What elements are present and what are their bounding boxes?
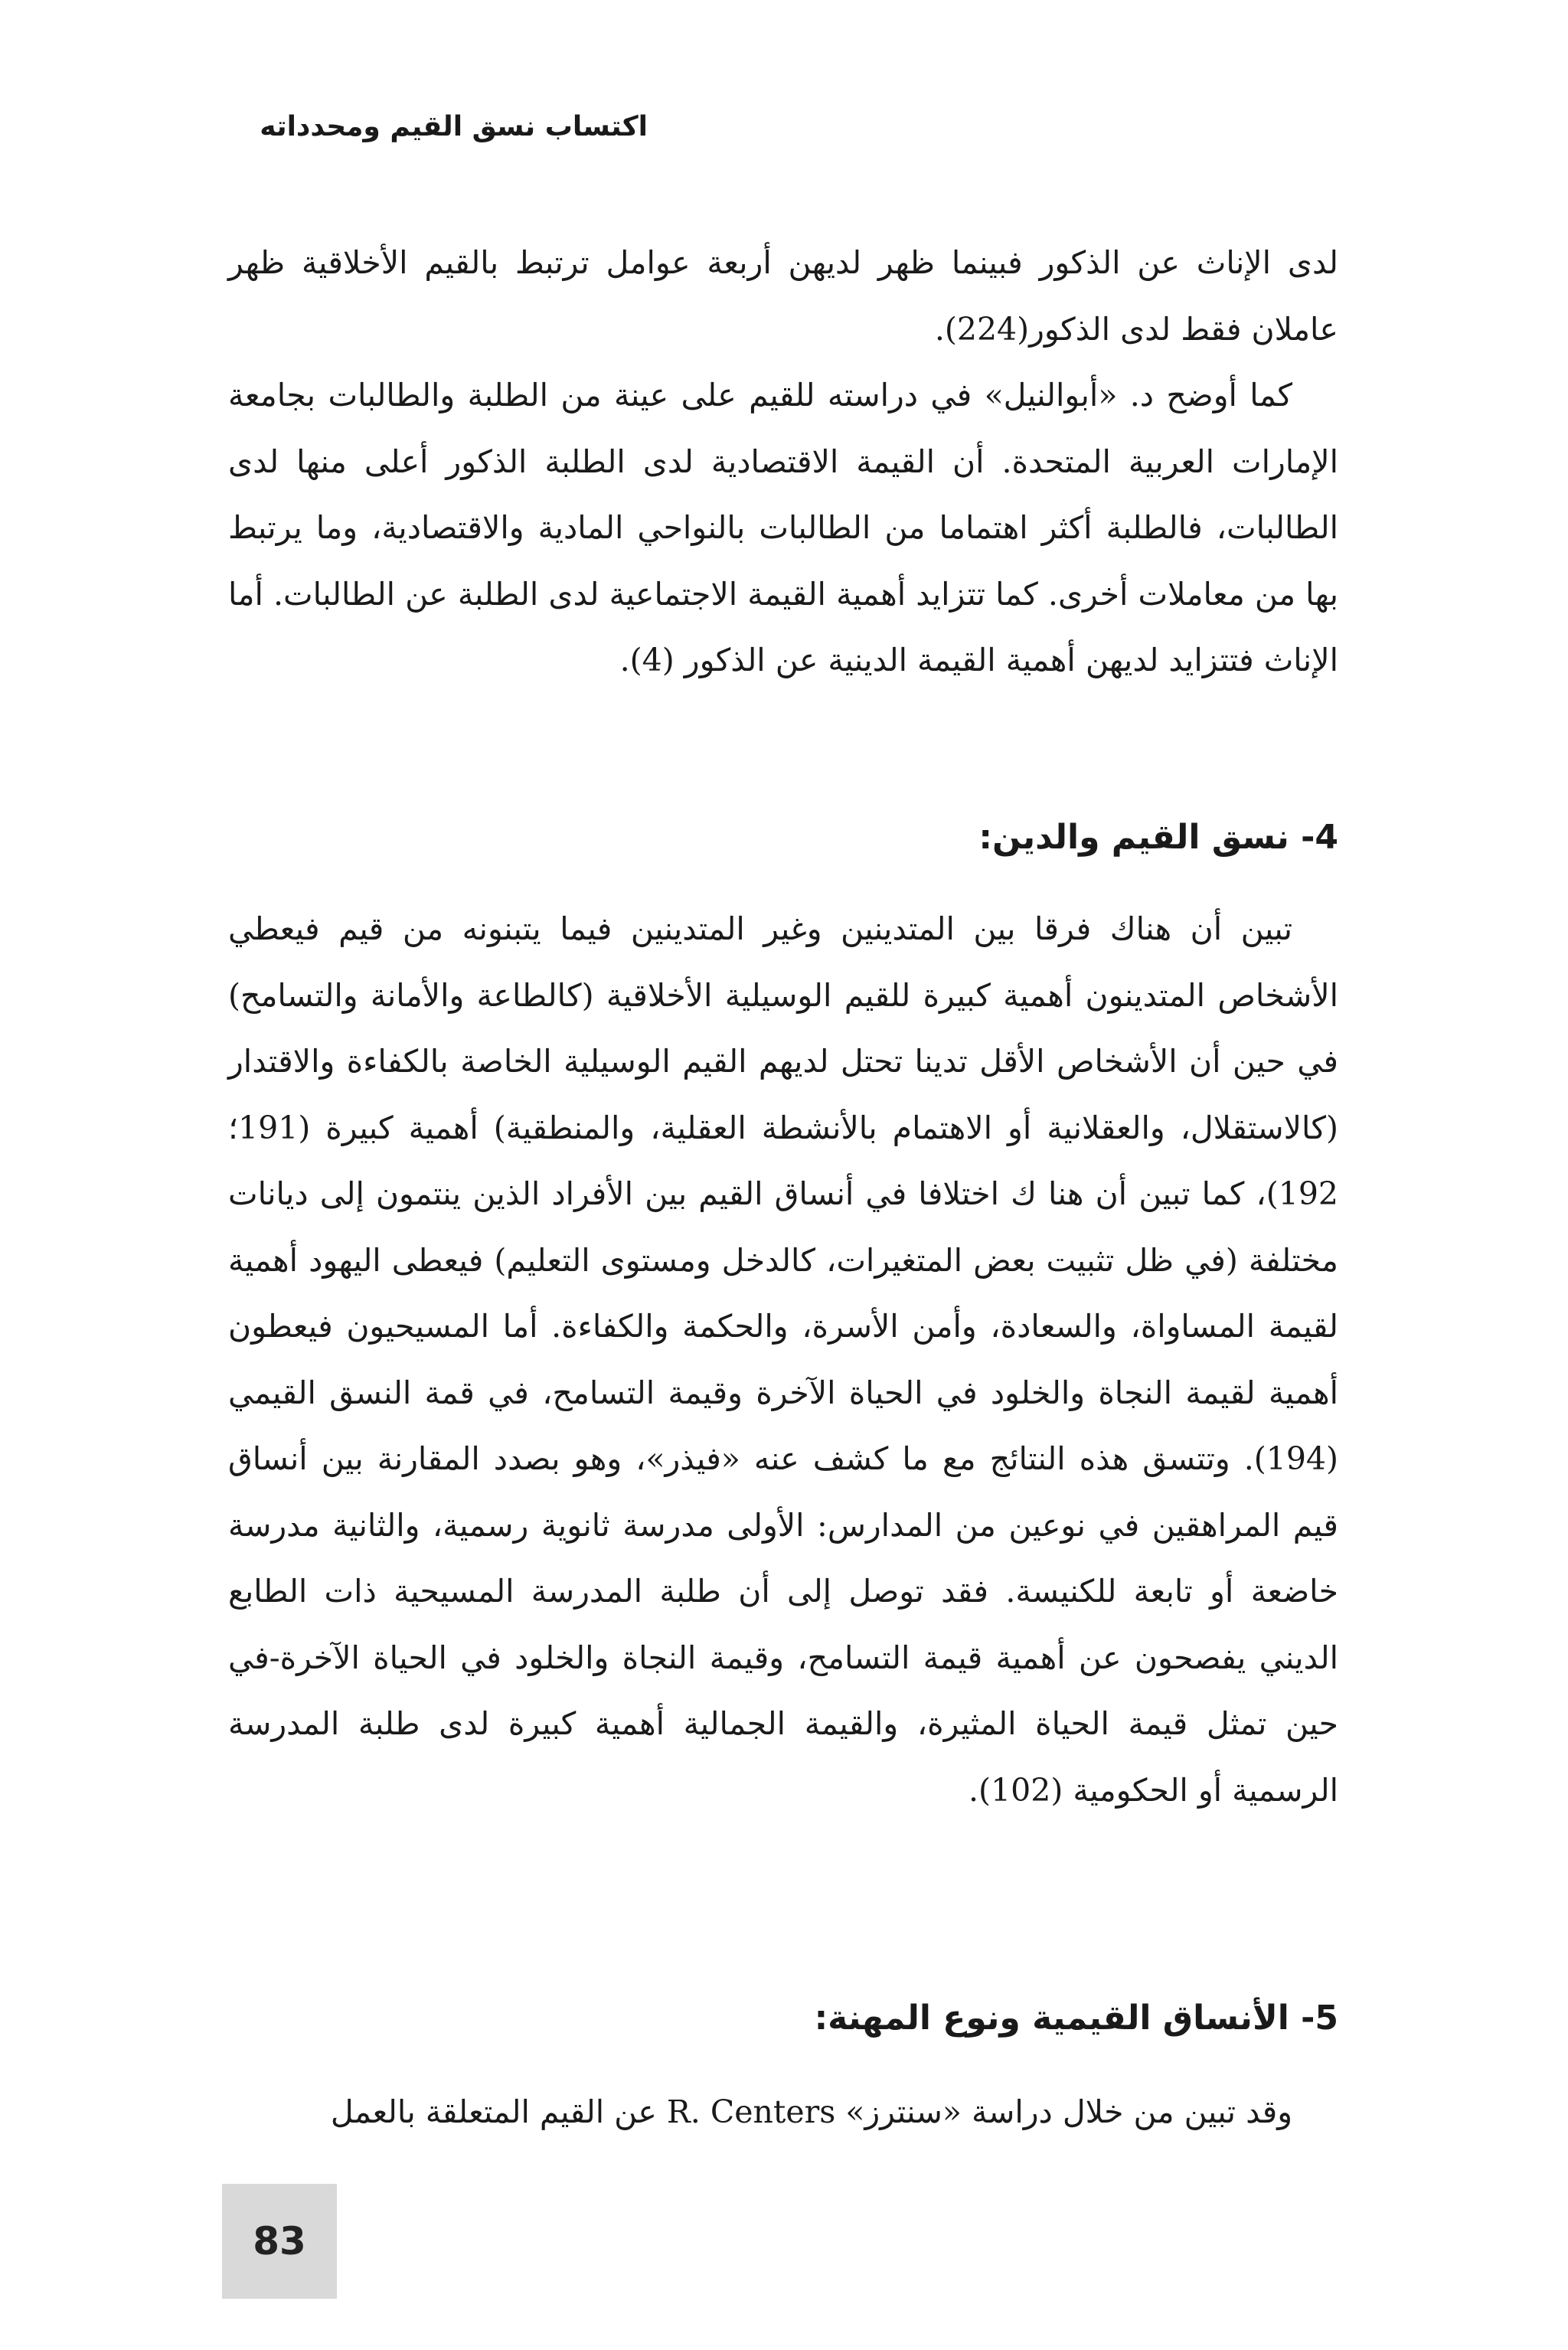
- running-header-title: اكتساب نسق القيم ومحدداته: [260, 111, 648, 142]
- religion-text-block: [228, 896, 1338, 1823]
- body-paragraph: كما أوضح د. «أبوالنيل» في دراسته للقيم على عينة من الطلبة والطالبات بجامعة الإمارات العربية المتحدة. أن القيمة الاقتصادية لدى الطلبة الذكور أعلى منها لدى الطالبات، فالطلبة أكثر اهتماما من الطالبات بالنواحي المادية والاقتصادية، وما يرتبط بها من معاملات أخرى. كما تتزايد أهمية القيمة الاجتماعية لدى الطلبة عن الطالبات. أما الإناث فتتزايد لديهن أهمية القيمة الدينية عن الذكور (4).: [228, 377, 1338, 678]
- page-number: 83: [253, 2219, 306, 2263]
- section-heading-religion: 4- نسق القيم والدين:: [978, 818, 1338, 857]
- section-heading-occupation: 5- الأنساق القيمية ونوع المهنة:: [814, 1999, 1338, 2038]
- intro-text-block: [228, 230, 1338, 694]
- body-paragraph: وقد تبين من خلال دراسة «سنترز» R. Centers عن القيم المتعلقة بالعمل: [330, 2093, 1292, 2130]
- body-paragraph: تبين أن هناك فرقا بين المتدينين وغير المتدينين فيما يتبنونه من قيم فيعطي الأشخاص المتدينون أهمية كبيرة للقيم الوسيلية الأخلاقية (كالطاعة والأمانة والتسامح) في حين أن الأشخاص الأقل تدينا تحتل لديهم القيم الوسيلية الخاصة بالكفاءة والاقتدار (كالاستقلال، والعقلانية أو الاهتمام بالأنشطة العقلية، والمنطقية) أهمية كبيرة (191؛ 192)، كما تبين أن هنا ك اختلافا في أنساق القيم بين الأفراد الذين ينتمون إلى ديانات مختلفة (في ظل تثبيت بعض المتغيرات، كالدخل ومستوى التعليم) فيعطى اليهود أهمية لقيمة المساواة، والسعادة، وأمن الأسرة، والحكمة والكفاءة. أما المسيحيون فيعطون أهمية لقيمة النجاة والخلود في الحياة الآخرة وقيمة التسامح، في قمة النسق القيمي (194). وتتسق هذه النتائج مع ما كشف عنه «فيذر»، وهو بصدد المقارنة بين أنساق قيم المراهقين في نوعين من المدارس: الأولى مدرسة ثانوية رسمية، والثانية مدرسة خاضعة أو تابعة للكنيسة. فقد توصل إلى أن طلبة المدرسة المسيحية ذات الطابع الديني يفصحون عن أهمية قيمة التسامح، وقيمة النجاة والخلود في الحياة الآخرة-في حين تمثل قيمة الحياة المثيرة، والقيمة الجمالية أهمية كبيرة لدى طلبة المدرسة الرسمية أو الحكومية (102).: [228, 910, 1338, 1809]
- page-number-box: [222, 2184, 337, 2299]
- body-paragraph-continued: لدى الإناث عن الذكور فبينما ظهر لديهن أربعة عوامل ترتبط بالقيم الأخلاقية ظهر عاملان فقط لدى الذكور(224).: [228, 244, 1338, 348]
- occupation-text-block: [228, 2079, 1338, 2146]
